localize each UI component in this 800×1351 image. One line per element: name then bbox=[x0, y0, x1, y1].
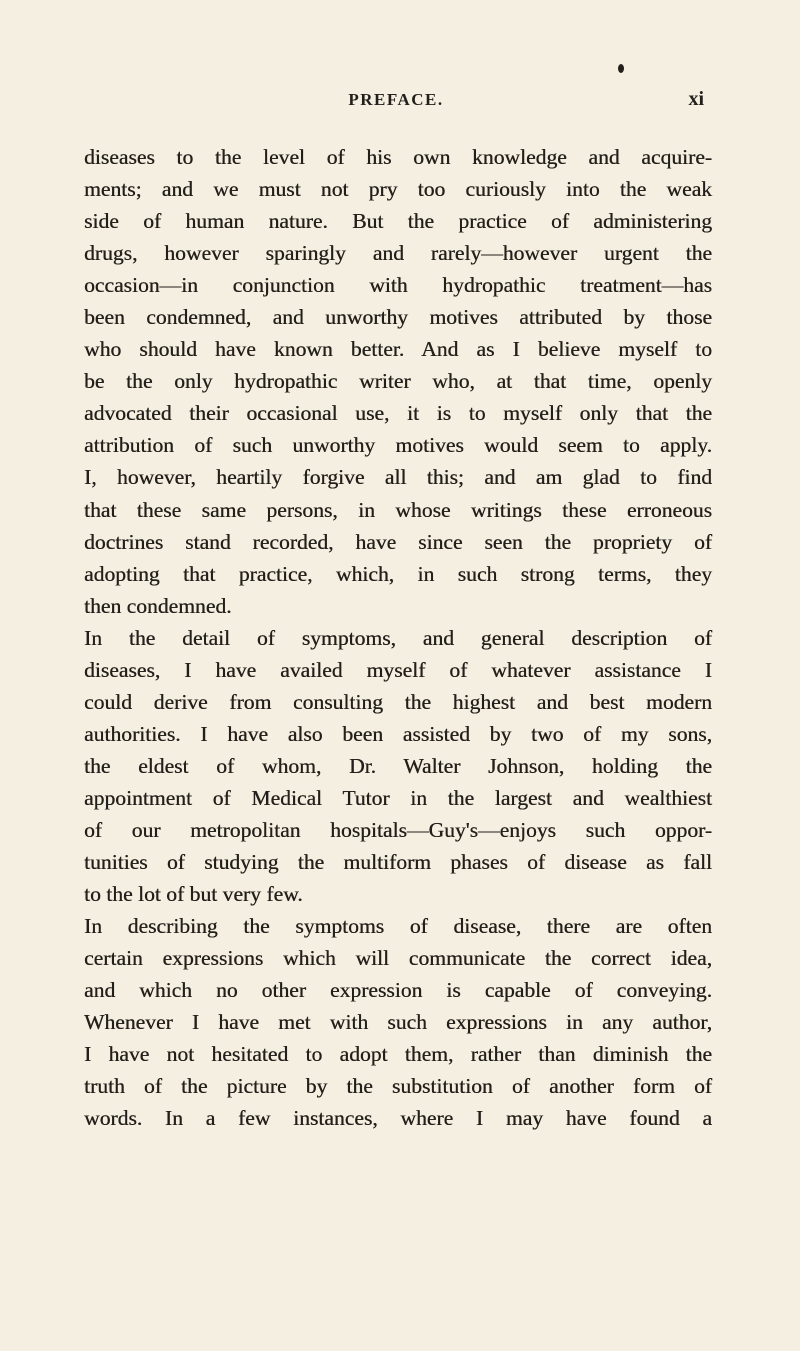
text-line: doctrines stand recorded, have since seen the propriety of bbox=[84, 529, 712, 554]
text-line: diseases to the level of his own knowledge and acquire- bbox=[84, 145, 712, 169]
text-line: words. In a few instances, where I may have found a bbox=[84, 1106, 712, 1131]
page-header bbox=[84, 88, 708, 112]
text-line: then condemned. bbox=[84, 593, 232, 618]
page-number: xi bbox=[688, 88, 704, 110]
text-line: authorities. I have also been assisted by two of my sons, bbox=[84, 721, 712, 746]
text-line: to the lot of but very few. bbox=[84, 882, 303, 907]
text-line: truth of the picture by the substitution of another form of bbox=[84, 1074, 712, 1099]
text-line: I, however, heartily forgive all this; and am glad to find bbox=[84, 465, 712, 490]
body-text bbox=[84, 141, 712, 1134]
text-line: drugs, however sparingly and rarely—however urgent the bbox=[84, 241, 712, 266]
text-line: that these same persons, in whose writings these erroneous bbox=[84, 497, 712, 522]
text-line: Whenever I have met with such expressions in any author, bbox=[84, 1010, 712, 1035]
text-line: diseases, I have availed myself of whatever assistance I bbox=[84, 657, 712, 682]
text-line: tunities of studying the multiform phases of disease as fall bbox=[84, 850, 712, 875]
text-line: In the detail of symptoms, and general description of bbox=[84, 625, 712, 650]
text-line: side of human nature. But the practice of administering bbox=[84, 209, 712, 234]
text-line: certain expressions which will communicate the correct idea, bbox=[84, 946, 712, 971]
text-line: who should have known better. And as I believe myself to bbox=[84, 337, 712, 362]
text-line: of our metropolitan hospitals—Guy's—enjoys such oppor- bbox=[84, 817, 712, 842]
text-line: In describing the symptoms of disease, there are often bbox=[84, 914, 712, 939]
text-line: occasion—in conjunction with hydropathic treatment—has bbox=[84, 273, 712, 298]
text-line: and which no other expression is capable of conveying. bbox=[84, 978, 712, 1003]
text-line: be the only hydropathic writer who, at that time, openly bbox=[84, 369, 712, 394]
text-line: adopting that practice, which, in such strong terms, they bbox=[84, 561, 712, 586]
text-line: I have not hesitated to adopt them, rather than diminish the bbox=[84, 1042, 712, 1067]
text-line: ments; and we must not pry too curiously into the weak bbox=[84, 177, 712, 202]
text-line: could derive from consulting the highest and best modern bbox=[84, 689, 712, 714]
ink-dot bbox=[618, 64, 624, 73]
text-line: been condemned, and unworthy motives attributed by those bbox=[84, 305, 712, 330]
running-head: PREFACE. bbox=[348, 90, 444, 109]
text-line: attribution of such unworthy motives would seem to apply. bbox=[84, 433, 712, 458]
text-line: appointment of Medical Tutor in the largest and wealthiest bbox=[84, 785, 712, 810]
text-line: the eldest of whom, Dr. Walter Johnson, holding the bbox=[84, 753, 712, 778]
text-line: advocated their occasional use, it is to myself only that the bbox=[84, 401, 712, 426]
